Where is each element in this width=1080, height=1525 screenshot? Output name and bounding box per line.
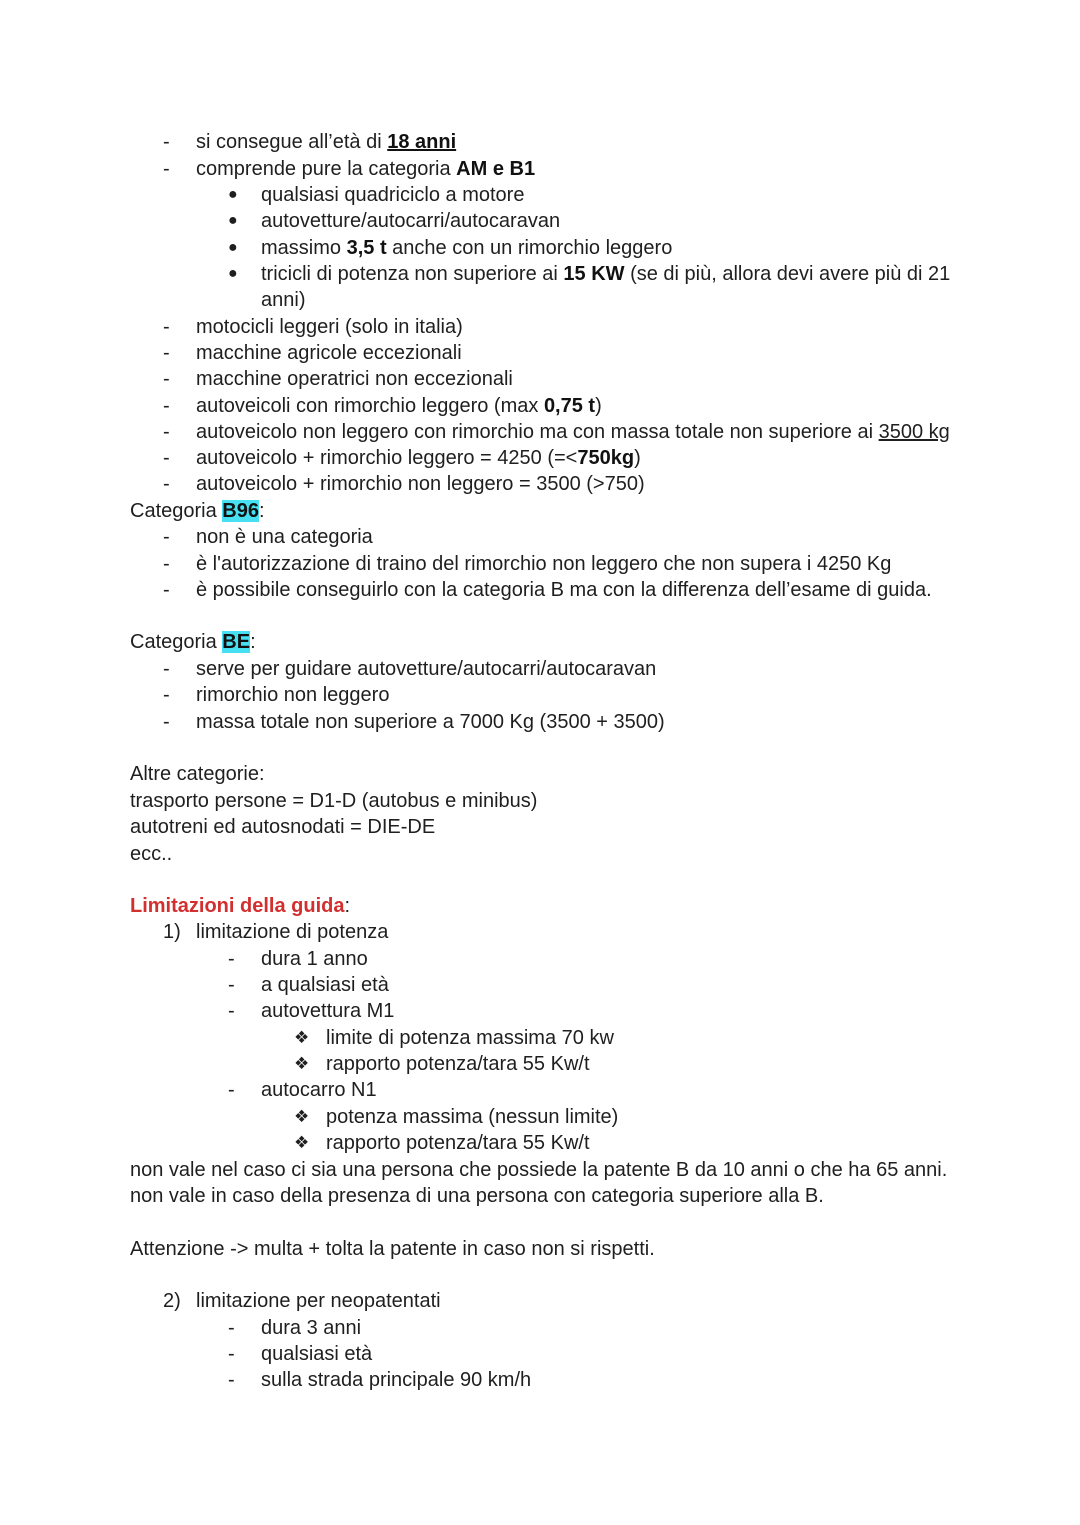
item-text: limite di potenza massima 70 kw — [326, 1027, 614, 1049]
item-text: è l'autorizzazione di traino del rimorchio non leggero che non supera i 4250 Kg — [196, 553, 892, 575]
item-text: tricicli di potenza non superiore ai — [261, 263, 564, 285]
paragraph-line: non vale in caso della presenza di una persona con categoria superiore alla B. — [130, 1185, 824, 1207]
paragraph-line: trasporto persone = D1-D (autobus e minibus) — [130, 790, 538, 812]
bullet-icon: ● — [228, 265, 238, 282]
dash-marker: - — [163, 316, 170, 338]
item-text: anni) — [261, 289, 306, 311]
dash-marker: - — [228, 1079, 235, 1101]
item-text: (se di più, allora devi avere più di 21 — [624, 263, 951, 285]
dash-marker: - — [228, 1000, 235, 1022]
section-heading-altre: Altre categorie: — [130, 763, 265, 785]
item-text: a qualsiasi età — [261, 974, 389, 996]
item-text: motocicli leggeri (solo in italia) — [196, 316, 463, 338]
dash-marker: - — [228, 1343, 235, 1365]
mass-limit: 0,75 t — [543, 395, 596, 417]
item-text: autoveicolo + rimorchio non leggero = 3500 (>750) — [196, 473, 645, 495]
warning-line: Attenzione -> multa + tolta la patente in caso non si rispetti. — [130, 1238, 655, 1260]
item-text: potenza massima (nessun limite) — [326, 1106, 619, 1128]
item-text: ) — [595, 395, 602, 417]
dash-marker: - — [163, 553, 170, 575]
item-text: qualsiasi età — [261, 1343, 373, 1365]
dash-marker: - — [163, 526, 170, 548]
diamond-icon: ❖ — [294, 1028, 310, 1047]
dash-marker: - — [163, 711, 170, 733]
paragraph-line: autotreni ed autosnodati = DIE-DE — [130, 816, 436, 838]
mass-limit: 3500 kg — [878, 421, 950, 443]
dash-marker: - — [163, 421, 170, 443]
bullet-icon: ● — [228, 239, 238, 256]
dash-marker: - — [163, 658, 170, 680]
dash-marker: - — [163, 368, 170, 390]
category-code: BE — [222, 631, 251, 653]
diamond-icon: ❖ — [294, 1054, 310, 1073]
age-requirement: 18 anni — [387, 131, 457, 153]
dash-marker: - — [163, 158, 170, 180]
diamond-icon: ❖ — [294, 1133, 310, 1152]
item-text: comprende pure la categoria — [196, 158, 457, 180]
item-text: autovettura M1 — [261, 1000, 395, 1022]
category-code: B96 — [222, 500, 259, 522]
bullet-icon: ● — [228, 212, 238, 229]
item-number: 2) — [163, 1290, 181, 1312]
section-heading-be: Categoria BE: — [130, 631, 256, 653]
item-text: si consegue all’età di — [196, 131, 388, 153]
item-text: autovetture/autocarri/autocaravan — [261, 210, 561, 232]
bullet-icon: ● — [228, 186, 238, 203]
dash-marker: - — [163, 131, 170, 153]
item-text: rapporto potenza/tara 55 Kw/t — [326, 1132, 590, 1154]
item-text: autoveicoli con rimorchio leggero (max — [196, 395, 544, 417]
dash-marker: - — [163, 342, 170, 364]
item-text: non è una categoria — [196, 526, 373, 548]
section-heading-b96: Categoria B96: — [130, 500, 265, 522]
item-text: limitazione per neopatentati — [196, 1290, 441, 1312]
dash-marker: - — [163, 579, 170, 601]
dash-marker: - — [163, 395, 170, 417]
item-text: anche con un rimorchio leggero — [386, 237, 673, 259]
item-text: ) — [634, 447, 641, 469]
paragraph-line: non vale nel caso ci sia una persona che possiede la patente B da 10 anni o che ha 65 anni. — [130, 1159, 948, 1181]
item-text: rimorchio non leggero — [196, 684, 390, 706]
item-text: autoveicolo + rimorchio leggero = 4250 (=< — [196, 447, 578, 469]
item-text: autocarro N1 — [261, 1079, 377, 1101]
dash-marker: - — [228, 1317, 235, 1339]
paragraph-line: ecc.. — [130, 843, 173, 865]
mass-limit: 750kg — [577, 447, 635, 469]
section-heading-limitazioni: Limitazioni della guida: — [130, 895, 351, 917]
item-text: rapporto potenza/tara 55 Kw/t — [326, 1053, 590, 1075]
item-number: 1) — [163, 921, 181, 943]
dash-marker: - — [163, 447, 170, 469]
item-text: massimo — [261, 237, 347, 259]
power-limit: 15 KW — [563, 263, 625, 285]
item-text: serve per guidare autovetture/autocarri/autocaravan — [196, 658, 657, 680]
dash-marker: - — [163, 473, 170, 495]
item-text: macchine operatrici non eccezionali — [196, 368, 513, 390]
included-categories: AM e B1 — [456, 158, 536, 180]
dash-marker: - — [163, 684, 170, 706]
diamond-icon: ❖ — [294, 1107, 310, 1126]
dash-marker: - — [228, 948, 235, 970]
dash-marker: - — [228, 974, 235, 996]
item-text: è possibile conseguirlo con la categoria B ma con la differenza dell’esame di guida. — [196, 579, 932, 601]
item-text: massa totale non superiore a 7000 Kg (3500 + 3500) — [196, 711, 665, 733]
item-text: dura 3 anni — [261, 1317, 362, 1339]
item-text: sulla strada principale 90 km/h — [261, 1369, 532, 1391]
mass-limit: 3,5 t — [346, 237, 387, 259]
item-text: dura 1 anno — [261, 948, 368, 970]
item-text: autoveicolo non leggero con rimorchio ma con massa totale non superiore ai — [196, 421, 879, 443]
item-text: qualsiasi quadriciclo a motore — [261, 184, 525, 206]
dash-marker: - — [228, 1369, 235, 1391]
item-text: limitazione di potenza — [196, 921, 389, 943]
item-text: macchine agricole eccezionali — [196, 342, 462, 364]
